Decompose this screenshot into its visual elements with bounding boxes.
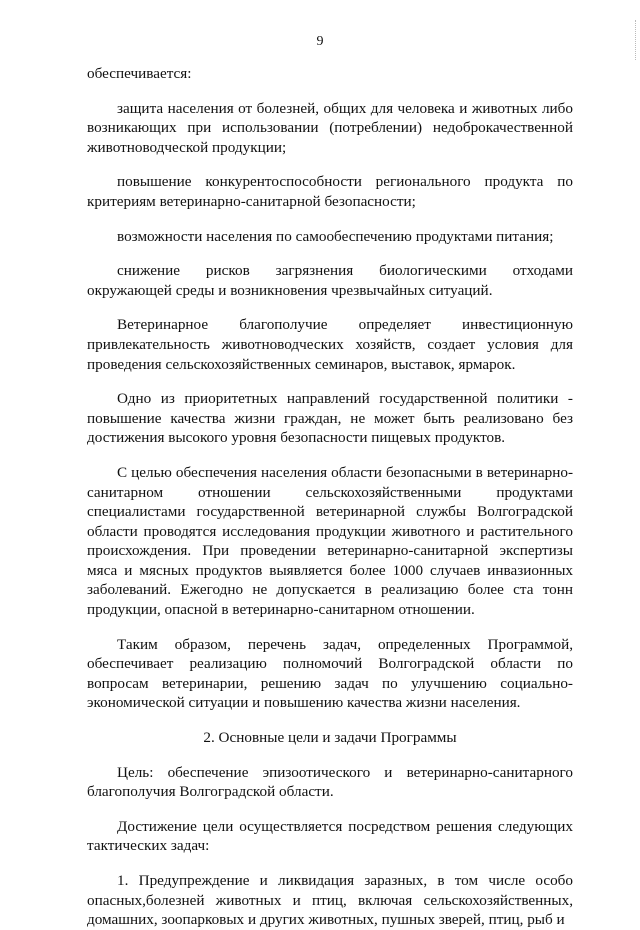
- paragraph-conclusion: Таким образом, перечень задач, определенных Программой, обеспечивает реализацию полномочий Волгоградской области по вопросам ветеринарии, решению задач по улучшению социально-экономической ситуации и повышению качества жизни населения.: [87, 635, 573, 712]
- paragraph-investment: Ветеринарное благополучие определяет инвестиционную привлекательность животноводческих хозяйств, создает условия для проведения сельскохозяйственных семинаров, выставок, ярмарок.: [87, 316, 573, 373]
- paragraph-task-1: 1. Предупреждение и ликвидация заразных, в том числе особо опасных,болезней животных и птиц, включая сельскохозяйственных, домашних, зоопарковых и других животных, пушных зверей, птиц, рыб и: [87, 872, 573, 929]
- margin-mark: [627, 20, 636, 60]
- page-number: 9: [316, 34, 324, 49]
- document-body: [87, 64, 573, 930]
- paragraph-intro: обеспечивается:: [87, 65, 192, 82]
- paragraph-food-safety: С целью обеспечения населения области безопасными в ветеринарно-санитарном отношении сельскохозяйственными продуктами специалистами государственной ветеринарной службы Волгоградской области проводятся исследования продукции животного и растительного происхождения. При проведении ветеринарно-санитарной экспертизы мяса и мясных продуктов выявляется более 1000 случаев инвазионных заболеваний. Ежегодно не допускается в реализацию более ста тонн продукции, опасной в ветеринарно-санитарном отношении.: [87, 463, 573, 619]
- paragraph-goal: Цель: обеспечение эпизоотического и ветеринарно-санитарного благополучия Волгоградской области.: [87, 763, 573, 801]
- paragraph-risk-reduction: снижение рисков загрязнения биологическими отходами окружающей среды и возникновения чрезвычайных ситуаций.: [87, 262, 573, 299]
- paragraph-competitiveness: повышение конкурентоспособности регионального продукта по критериям ветеринарно-санитарной безопасности;: [87, 173, 573, 210]
- paragraph-policy: Одно из приоритетных направлений государственной политики - повышение качества жизни граждан, не может быть реализовано без достижения высокого уровня безопасности пищевых продуктов.: [87, 390, 573, 447]
- paragraph-tasks-intro: Достижение цели осуществляется посредством решения следующих тактических задач:: [87, 817, 573, 855]
- section-heading: 2. Основные цели и задачи Программы: [203, 729, 457, 747]
- paragraph-self-sufficiency: возможности населения по самообеспечению продуктами питания;: [117, 227, 554, 245]
- paragraph-protection: защита населения от болезней, общих для человека и животных либо возникающих при использовании (потреблении) недоброкачественной животноводческой продукции;: [87, 99, 573, 156]
